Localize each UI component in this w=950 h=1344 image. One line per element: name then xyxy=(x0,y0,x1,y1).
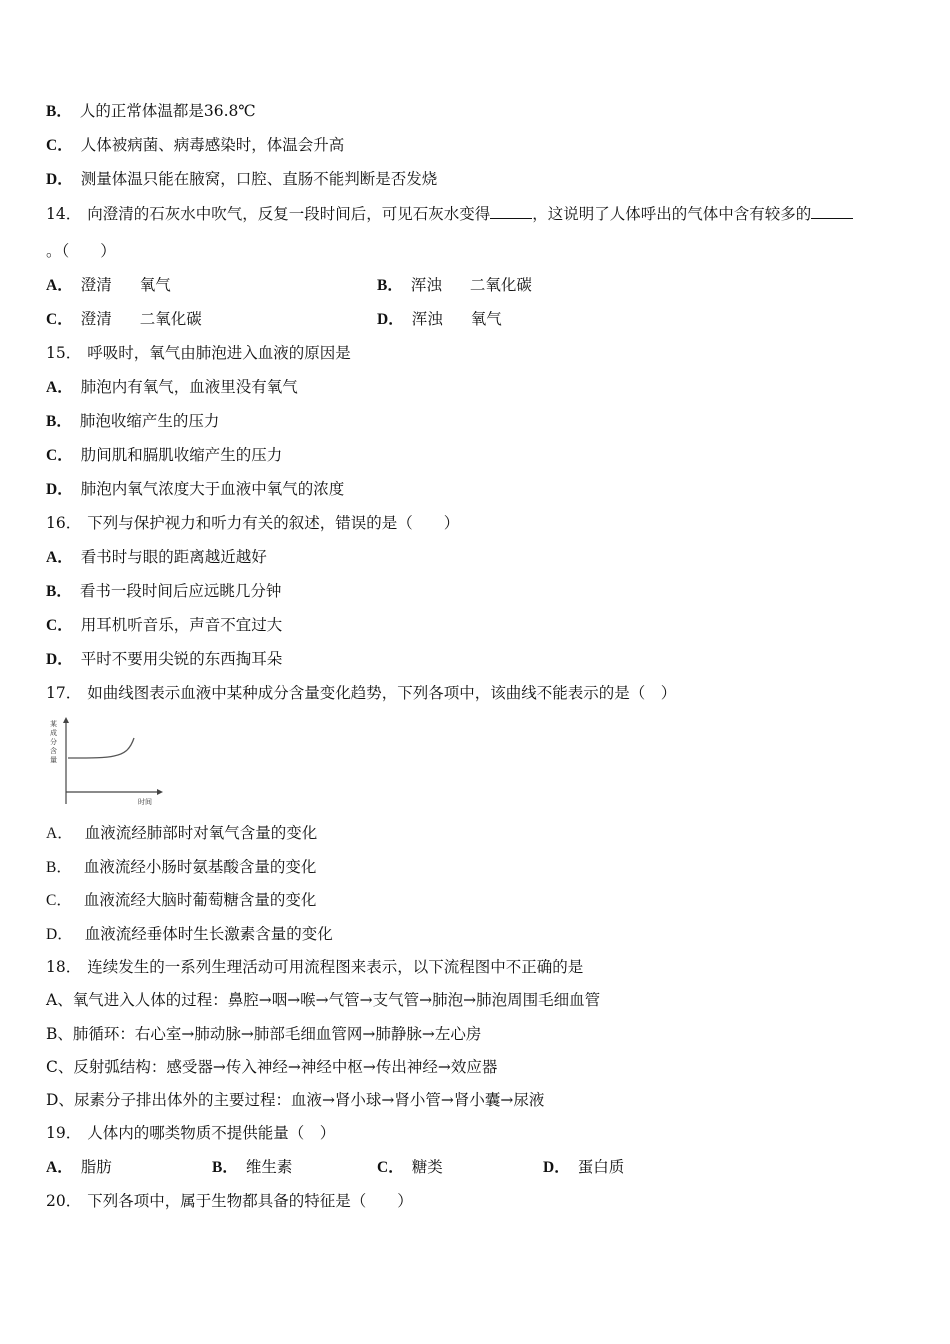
q14-option-d: D． 浑浊 氧气 xyxy=(377,310,502,328)
q13-option-c: C． 人体被病菌、病毒感染时，体温会升高 xyxy=(46,136,345,154)
q16-stem: 16． 下列与保护视力和听力有关的叙述，错误的是（ ） xyxy=(46,514,460,532)
q19-option-a: A． 脂肪 xyxy=(46,1158,112,1176)
q15-option-d: D． 肺泡内氧气浓度大于血液中氧气的浓度 xyxy=(46,480,345,498)
q16-option-d: D． 平时不要用尖锐的东西掏耳朵 xyxy=(46,650,283,668)
q14-option-c: C． 澄清 二氧化碳 xyxy=(46,310,202,328)
q15-option-b: B． 肺泡收缩产生的压力 xyxy=(46,412,220,430)
q17-option-c: C． 血液流经大脑时葡萄糖含量的变化 xyxy=(46,891,317,909)
y-label-char-4: 含 xyxy=(50,747,57,755)
x-axis-label: 时间 xyxy=(138,798,152,806)
y-label-char-2: 成 xyxy=(50,729,57,737)
q13-option-d: D． 测量体温只能在腋窝，口腔、直肠不能判断是否发烧 xyxy=(46,170,438,188)
q18-option-c: C、反射弧结构：感受器→传入神经→神经中枢→传出神经→效应器 xyxy=(46,1058,498,1076)
x-axis-arrow xyxy=(157,789,163,795)
q19-option-c: C． 糖类 xyxy=(377,1158,443,1176)
q19-option-d: D． 蛋白质 xyxy=(543,1158,625,1176)
q14-blank-1 xyxy=(490,204,532,219)
q15-option-c: C． 肋间肌和膈肌收缩产生的压力 xyxy=(46,446,283,464)
y-label-char-1: 某 xyxy=(50,720,57,728)
q16-option-b: B． 看书一段时间后应远眺几分钟 xyxy=(46,582,282,600)
q15-stem: 15． 呼吸时，氧气由肺泡进入血液的原因是 xyxy=(46,344,351,362)
q19-option-b: B． 维生素 xyxy=(212,1158,293,1176)
y-axis-label xyxy=(50,719,57,764)
y-axis-arrow xyxy=(63,717,69,723)
q17-option-a: A． 血液流经肺部时对氧气含量的变化 xyxy=(46,824,318,842)
q14-stem-end: 。（ ） xyxy=(46,242,116,260)
q17-stem: 17． 如曲线图表示血液中某种成分含量变化趋势，下列各项中，该曲线不能表示的是（ ） xyxy=(46,684,677,702)
q16-option-a: A． 看书时与眼的距离越近越好 xyxy=(46,548,267,566)
q14-stem: 14． 向澄清的石灰水中吹气，反复一段时间后，可见石灰水变得 ，这说明了人体呼出的气体中含有较多的 xyxy=(46,203,853,225)
q18-option-d: D、尿素分子排出体外的主要过程：血液→肾小球→肾小管→肾小囊→尿液 xyxy=(46,1091,545,1109)
q18-option-a: A、氧气进入人体的过程：鼻腔→咽→喉→气管→支气管→肺泡→肺泡周围毛细血管 xyxy=(46,991,601,1009)
q14-option-a: A． 澄清 氧气 xyxy=(46,276,171,294)
q15-option-a: A． 肺泡内有氧气，血液里没有氧气 xyxy=(46,378,298,396)
q17-option-d: D． 血液流经垂体时生长激素含量的变化 xyxy=(46,925,333,943)
q17-curve-figure xyxy=(44,716,164,808)
q19-stem: 19． 人体内的哪类物质不提供能量（ ） xyxy=(46,1124,336,1142)
y-label-char-5: 量 xyxy=(50,756,57,764)
q16-option-c: C． 用耳机听音乐，声音不宜过大 xyxy=(46,616,283,634)
q14-option-b: B． 浑浊 二氧化碳 xyxy=(377,276,532,294)
q13-option-b: B． 人的正常体温都是36.8℃ xyxy=(46,102,256,120)
q17-option-b: B． 血液流经小肠时氨基酸含量的变化 xyxy=(46,858,317,876)
content-curve xyxy=(68,738,134,758)
q20-stem: 20． 下列各项中，属于生物都具备的特征是（ ） xyxy=(46,1192,413,1210)
q14-blank-2 xyxy=(811,204,853,219)
y-label-char-3: 分 xyxy=(50,738,57,746)
q18-option-b: B、肺循环：右心室→肺动脉→肺部毛细血管网→肺静脉→左心房 xyxy=(46,1025,482,1043)
q18-stem: 18． 连续发生的一系列生理活动可用流程图来表示，以下流程图中不正确的是 xyxy=(46,958,584,976)
